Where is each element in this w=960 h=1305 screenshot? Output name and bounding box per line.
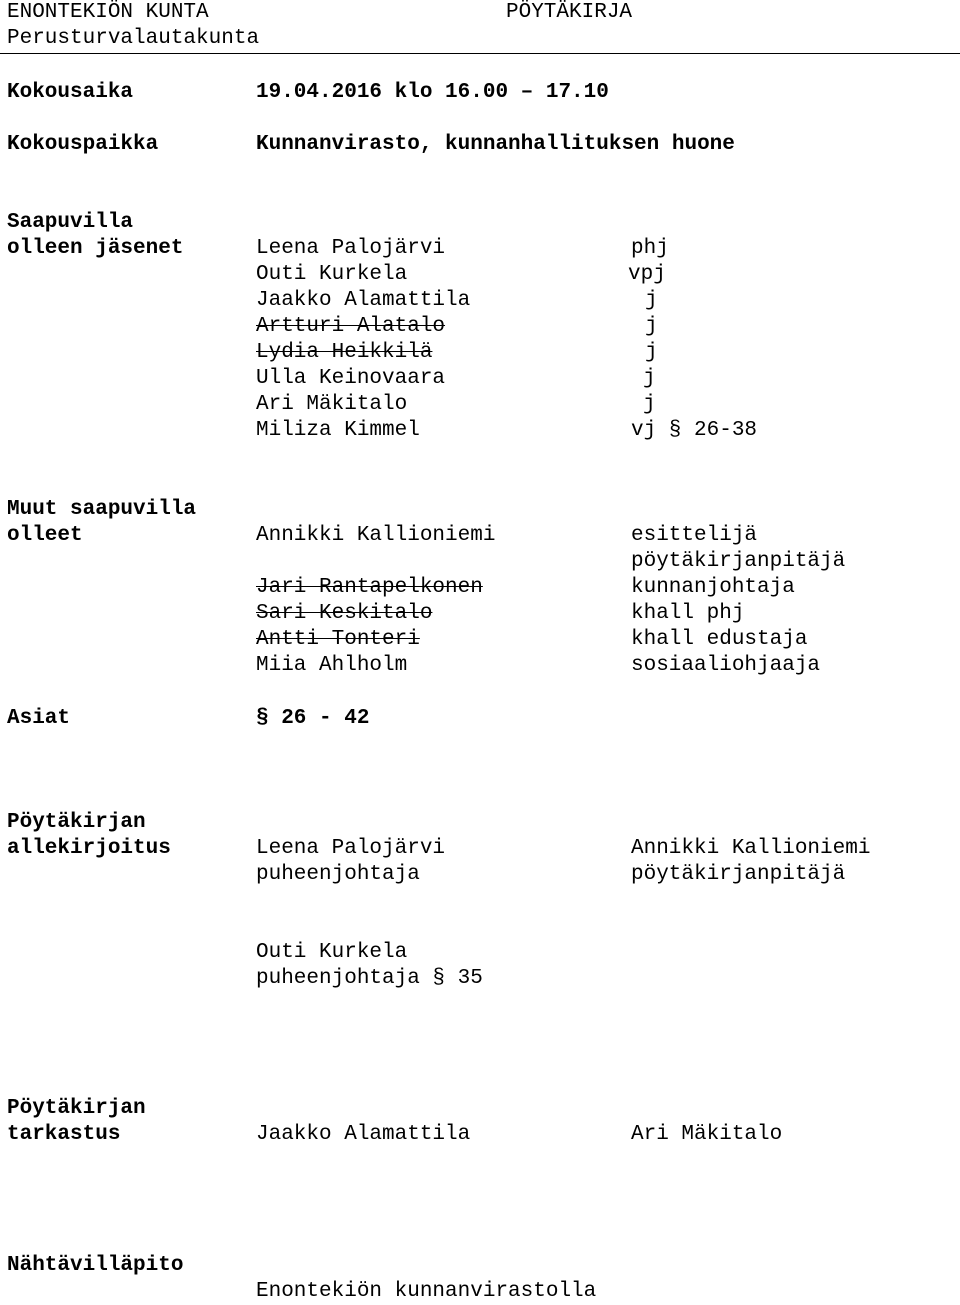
member-role: j [645,341,658,364]
reviewer-2: Ari Mäkitalo [631,1123,783,1146]
signature-3-name: Outi Kurkela [256,941,408,964]
signature-1-role: puheenjohtaja [256,863,420,886]
signatures-label-line1: Pöytäkirjan [7,811,146,834]
member-role: j [643,367,656,390]
header-divider [0,53,960,54]
member-name: Miliza Kimmel [256,419,420,442]
attendee-role: esittelijä [631,524,758,547]
attendee-role: khall edustaja [631,628,808,651]
others-label-line1: Muut saapuvilla [7,498,197,521]
items-label: Asiat [7,707,71,730]
member-role: vpj [628,263,666,286]
meeting-time-label: Kokousaika [7,81,134,104]
attendee-name: Jari Rantapelkonen [256,576,483,599]
member-name: Ulla Keinovaara [256,367,446,390]
display-label: Nähtävilläpito [7,1254,184,1277]
member-name: Ari Mäkitalo [256,393,408,416]
signature-2-name: Annikki Kallioniemi [631,837,871,860]
review-label-line1: Pöytäkirjan [7,1097,146,1120]
signatures-label-line2: allekirjoitus [7,837,171,860]
meeting-place-label: Kokouspaikka [7,133,159,156]
member-role: phj [631,237,669,260]
attendee-name: Miia Ahlholm [256,654,408,677]
member-row-struck [256,340,656,366]
member-name: Lydia Heikkilä [256,341,433,364]
attendee-row-struck [256,627,821,653]
attendee-name: Sari Keskitalo [256,602,433,625]
signature-3-role: puheenjohtaja § 35 [256,967,483,990]
document-type: PÖYTÄKIRJA [506,1,633,24]
member-role: j [645,315,658,338]
attendee-name: Annikki Kallioniemi [256,524,496,547]
attendee-role: sosiaaliohjaaja [631,654,821,677]
member-name: Outi Kurkela [256,263,408,286]
attendee-row-struck [256,601,751,627]
attendee-role: pöytäkirjanpitäjä [631,550,846,573]
board-name: Perusturvalautakunta [7,27,260,50]
member-role: j [645,289,658,312]
display-value: Enontekiön kunnanvirastolla [256,1280,597,1303]
meeting-place-value: Kunnanvirasto, kunnanhallituksen huone [256,133,735,156]
attendee-name: Antti Tonteri [256,628,420,651]
signature-1-name: Leena Palojärvi [256,837,446,860]
member-name: Leena Palojärvi [256,237,446,260]
attendee-role: kunnanjohtaja [631,576,795,599]
items-value: § 26 - 42 [256,707,370,730]
members-label-line2: olleen jäsenet [7,237,184,260]
attendee-row-struck [256,575,807,601]
member-name: Jaakko Alamattila [256,289,471,312]
member-role: j [643,393,656,416]
member-name: Artturi Alatalo [256,315,446,338]
reviewer-1: Jaakko Alamattila [256,1123,471,1146]
others-label-line2: olleet [7,524,83,547]
members-label-line1: Saapuvilla [7,211,134,234]
member-row-struck [256,314,660,340]
signature-2-role: pöytäkirjanpitäjä [631,863,846,886]
member-role: vj § 26-38 [631,419,758,442]
review-label-line2: tarkastus [7,1123,121,1146]
attendee-role: khall phj [631,602,745,625]
meeting-time-value: 19.04.2016 klo 16.00 – 17.10 [256,81,609,104]
municipality-name: ENONTEKIÖN KUNTA [7,1,209,24]
